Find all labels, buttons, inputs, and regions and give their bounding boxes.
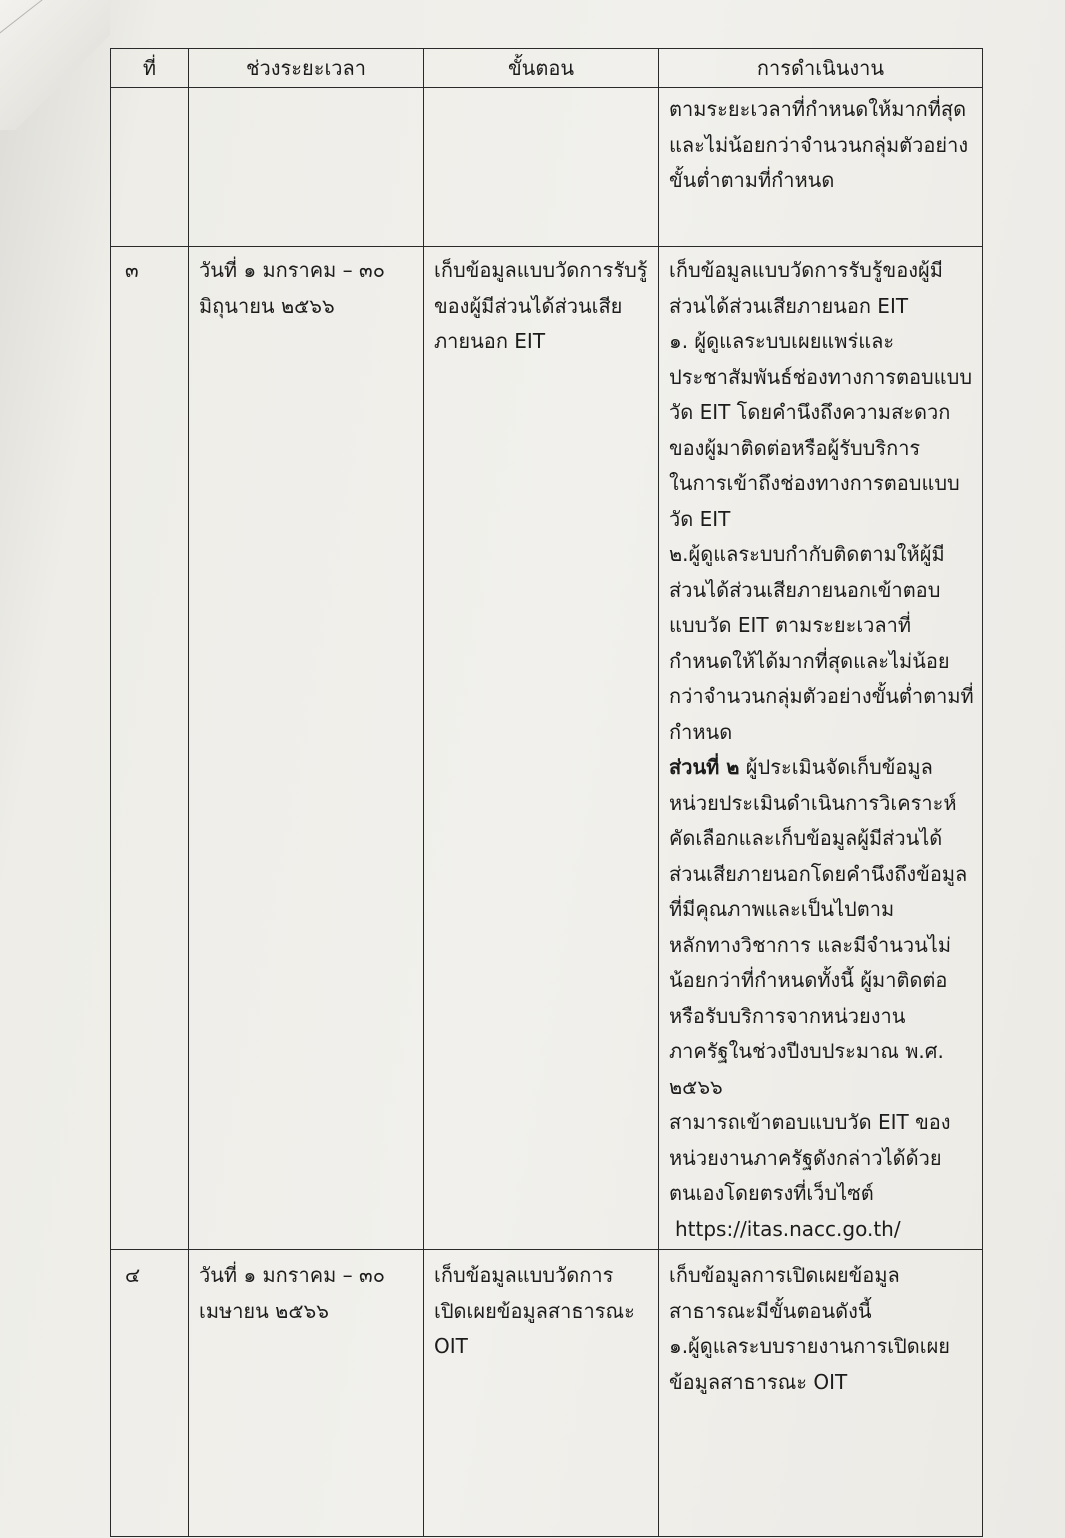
header-period: ช่วงระยะเวลา — [189, 49, 424, 88]
step-line: เก็บข้อมูลแบบวัดการ — [434, 1263, 614, 1287]
action-line: หน่วยงานภาครัฐดังกล่าวได้ด้วย — [669, 1145, 942, 1170]
action-line: ส่วนได้ส่วนเสียภายนอกเข้าตอบ — [669, 577, 941, 602]
header-step: ขั้นตอน — [424, 49, 659, 88]
action-line: เก็บข้อมูลการเปิดเผยข้อมูล — [669, 1263, 900, 1287]
action-line: น้อยกว่าที่กำหนดทั้งนี้ ผู้มาติดต่อ — [669, 968, 948, 992]
header-no: ที่ — [111, 49, 189, 88]
cell-period — [189, 247, 424, 1250]
action-line: วัด EIT โดยคำนึงถึงความสะดวก — [669, 400, 951, 424]
action-line: ขั้นต่ำตามที่กำหนด — [669, 168, 835, 192]
action-line: ประชาสัมพันธ์ช่องทางการตอบแบบ — [669, 364, 973, 389]
period-line: วันที่ ๑ มกราคม – ๓๐ — [199, 258, 385, 282]
action-line: ๒.ผู้ดูแลระบบกำกับติดตามให้ผู้มี — [669, 542, 945, 566]
website-url: https://itas.nacc.go.th/ — [675, 1216, 901, 1241]
action-line: วัด EIT — [669, 506, 731, 531]
cell-period — [189, 1250, 424, 1537]
action-line: ๒๕๖๖ — [669, 1074, 723, 1099]
action-line: และไม่น้อยกว่าจำนวนกลุ่มตัวอย่าง — [669, 132, 969, 157]
action-line: ๑. ผู้ดูแลระบบเผยแพร่และ — [669, 329, 895, 353]
cell-period — [189, 88, 424, 247]
cell-no: ๔ — [111, 1250, 189, 1537]
cell-action — [659, 1250, 983, 1537]
step-line: เก็บข้อมูลแบบวัดการรับรู้ — [434, 258, 648, 282]
period-line: เมษายน ๒๕๖๖ — [199, 1298, 329, 1323]
action-line: กำหนดให้ได้มากที่สุดและไม่น้อย — [669, 648, 950, 673]
period-line: วันที่ ๑ มกราคม – ๓๐ — [199, 1263, 385, 1287]
action-line: ส่วนเสียภายนอกโดยคำนึงถึงข้อมูล — [669, 861, 968, 886]
action-line: กว่าจำนวนกลุ่มตัวอย่างขั้นต่ำตามที่ — [669, 684, 974, 708]
cell-no — [111, 88, 189, 247]
cell-step — [424, 88, 659, 247]
action-line: แบบวัด EIT ตามระยะเวลาที่ — [669, 613, 912, 637]
table-row-3 — [111, 247, 983, 1250]
action-line: หลักทางวิชาการ และมีจำนวนไม่ — [669, 932, 952, 957]
action-line: ส่วนได้ส่วนเสียภายนอก EIT — [669, 293, 909, 318]
section-heading-line — [669, 750, 974, 786]
action-line: ภาครัฐในช่วงปีงบประมาณ พ.ศ. — [669, 1039, 944, 1063]
action-line: ตนเองโดยตรงที่เว็บไซต์ — [669, 1181, 874, 1205]
cell-no: ๓ — [111, 247, 189, 1250]
table-header-row — [111, 49, 983, 88]
step-line: ภายนอก EIT — [434, 329, 546, 353]
action-line: ตามระยะเวลาที่กำหนดให้มากที่สุด — [669, 97, 967, 121]
header-action: การดำเนินงาน — [659, 49, 983, 88]
action-line: สาธารณะมีขั้นตอนดังนี้ — [669, 1298, 872, 1323]
action-line: หน่วยประเมินดำเนินการวิเคราะห์ — [669, 790, 957, 815]
action-line: ข้อมูลสาธารณะ OIT — [669, 1369, 848, 1394]
section-heading-bold: ส่วนที่ ๒ — [669, 755, 740, 779]
action-line: ๑.ผู้ดูแลระบบรายงานการเปิดเผย — [669, 1334, 951, 1358]
action-line: ของผู้มาติดต่อหรือผู้รับบริการ — [669, 435, 921, 460]
step-line: OIT — [434, 1334, 468, 1358]
cell-action — [659, 247, 983, 1250]
action-line: คัดเลือกและเก็บข้อมูลผู้มีส่วนได้ — [669, 826, 943, 850]
action-line: ที่มีคุณภาพและเป็นไปตาม — [669, 897, 895, 921]
cell-step — [424, 1250, 659, 1537]
step-line: ของผู้มีส่วนได้ส่วนเสีย — [434, 293, 623, 318]
action-line: เก็บข้อมูลแบบวัดการรับรู้ของผู้มี — [669, 258, 943, 282]
step-line: เปิดเผยข้อมูลสาธารณะ — [434, 1298, 635, 1323]
table-row-4 — [111, 1250, 983, 1537]
action-line: สามารถเข้าตอบแบบวัด EIT ของ — [669, 1110, 951, 1134]
section-heading-rest: ผู้ประเมินจัดเก็บข้อมูล — [739, 755, 933, 779]
table-row-continued — [111, 88, 983, 247]
cell-action — [659, 88, 983, 247]
action-line: กำหนด — [669, 719, 733, 744]
cell-step — [424, 247, 659, 1250]
action-line: ในการเข้าถึงช่องทางการตอบแบบ — [669, 471, 960, 495]
action-line: หรือรับบริการจากหน่วยงาน — [669, 1003, 906, 1028]
schedule-table — [110, 48, 983, 1537]
period-line: มิถุนายน ๒๕๖๖ — [199, 293, 335, 318]
